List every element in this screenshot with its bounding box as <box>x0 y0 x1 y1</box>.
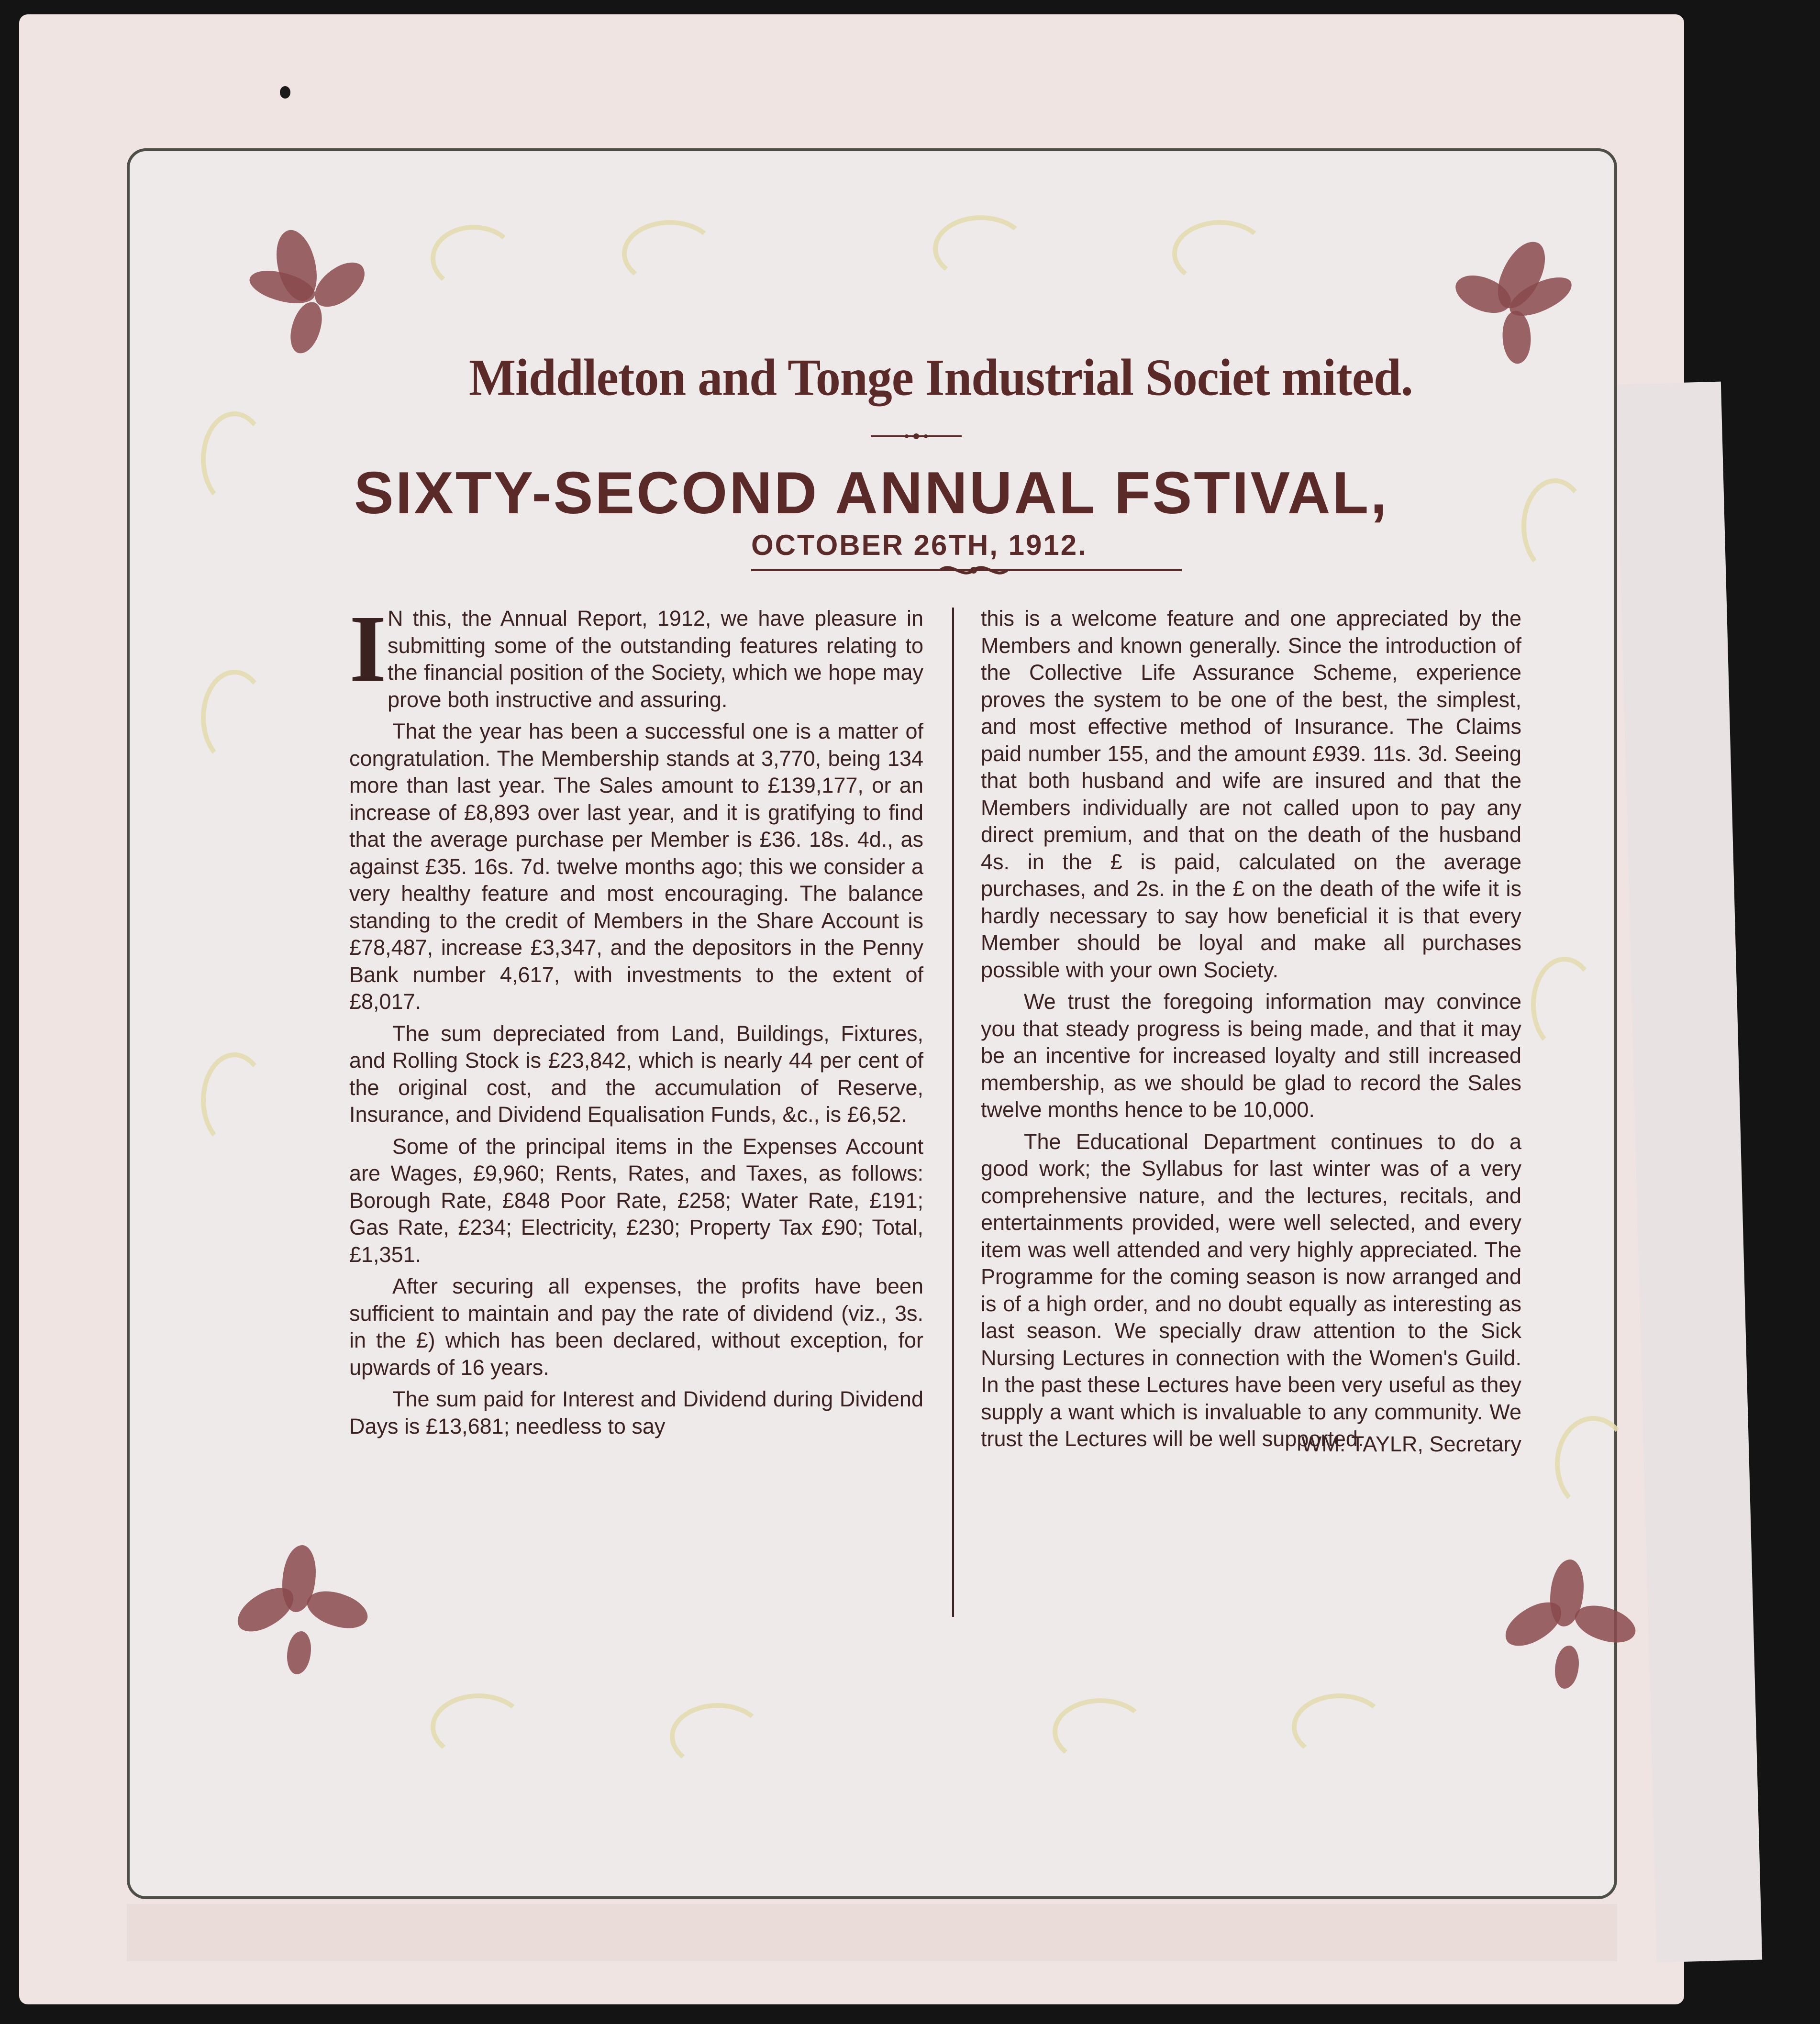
festival-title: SIXTY-SECOND ANNUAL FSTIVAL, <box>354 460 1389 526</box>
punch-hole-icon <box>280 86 290 99</box>
report-left-column <box>349 596 923 1445</box>
fleur-de-lis-ornament-icon <box>1445 230 1588 373</box>
report-paragraph: The sum depreciated from Land, Buildings, Fixtures, and Rolling Stock is £23,842, which is nearly 44 per cent of the original cost, and the accumulation of Reserve, Insurance, and Dividend Equalisation Funds, &c., is £6,52. <box>349 1021 923 1127</box>
scroll-ornament-icon <box>431 1693 526 1760</box>
society-name: Middleton and Tonge Industrial Societ mited. <box>469 349 1413 407</box>
column-divider <box>952 608 954 1617</box>
fleur-de-lis-ornament-icon <box>239 220 383 364</box>
scroll-ornament-icon <box>670 1703 766 1770</box>
scroll-ornament-icon <box>201 1052 268 1148</box>
scroll-ornament-icon <box>1555 1416 1631 1512</box>
report-paragraph: That the year has been a successful one is a matter of congratulation. The Membership stands at 3,770, being 134 more than last year. The Sales amount to £139,177, or an increase of £8,893 over last year, and it is gratifying to find that the average purchase per Member is £36. 18s. 4d., as against £35. 16s. 7d. twelve months ago; this we consider a very healthy feature and most encouraging. The balance standing to the credit of Members in the Share Account is £78,487, increase £3,347, and the depositors in the Penny Bank number 4,617, with investments to the extent of £8,017. <box>349 719 923 1014</box>
scroll-ornament-icon <box>1531 957 1598 1052</box>
scroll-ornament-icon <box>201 411 268 507</box>
report-paragraph: The Educational Department continues to do a good work; the Syllabus for last winter was of a very comprehensive nature, and the lectures, recitals, and entertainments provided, were well selected, and every item was well attended and very highly appreciated. The Programme for the coming season is now arranged and is of a high order, and no doubt equally as interesting as last season. We specially draw attention to the Sick Nursing Lectures in connection with the Women's Guild. In the past these Lectures have been very useful as they supply a want which is invaluable to any community. We trust the Lectures will be well supported. <box>981 1129 1521 1451</box>
report-right-column <box>981 605 1521 1458</box>
report-paragraph: After securing all expenses, the profits have been sufficient to maintain and pay the rate of dividend (viz., 3s. in the £) which has been declared, without exception, for upwards of 16 years. <box>349 1274 923 1380</box>
scroll-ornament-icon <box>201 670 268 765</box>
scroll-ornament-icon <box>1521 478 1588 574</box>
festival-date: OCTOBER 26TH, 1912. <box>751 529 1182 571</box>
report-paragraph: this is a welcome feature and one appreciated by the Members and known generally. Since the introduction of the Collective Life Assurance Scheme, experience proves the system to be one of the best, the simplest, and most effective method of Insurance. The Claims paid number 155, and the amount £939. 11s. 3d. Seeing that both husband and wife are insured and that the Members individually are not called upon to pay any direct premium, and that on the death of the husband 4s. in the £ is paid, calculated on the average purchases, and 2s. in the £ on the death of the wife it is hardly necessary to say how beneficial it is that every Member should be loyal and make all purchases possible with your own Society. <box>981 606 1521 982</box>
scroll-ornament-icon <box>1292 1693 1387 1760</box>
report-paragraph: Some of the principal items in the Expenses Account are Wages, £9,960; Rents, Rates, and Taxes, as follows: Borough Rate, £848 Poor Rate, £258; Water Rate, £191; Gas Rate, £234; Electricity, £230; Property Tax £90; Total, £1,351. <box>349 1134 923 1267</box>
scroll-ornament-icon <box>933 215 1029 282</box>
divider-ornament-icon <box>871 433 962 440</box>
report-paragraph: N this, the Annual Report, 1912, we have pleasure in submitting some of the outstanding features relating to the financial position of the Society, which we hope may prove both instructive and assuring. <box>388 606 923 712</box>
scroll-ornament-icon <box>1053 1698 1148 1765</box>
report-paragraph: The sum paid for Interest and Dividend during Dividend Days is £13,681; needless to say <box>349 1387 923 1438</box>
drop-cap: I <box>349 596 387 702</box>
secretary-signature: WM. TAYLR, Secretary <box>1301 1431 1521 1456</box>
bottom-tissue-strip <box>127 1904 1617 1961</box>
report-paragraph: We trust the foregoing information may convince you that steady progress is being made, and that it may be an incentive for increased loyalty and still increased membership, as we should be glad to record the Sales twelve months hence to be 10,000. <box>981 989 1521 1122</box>
scroll-ornament-icon <box>1172 220 1268 287</box>
scroll-ornament-icon <box>622 220 718 287</box>
fleur-de-lis-ornament-icon <box>1498 1555 1641 1698</box>
fleur-de-lis-ornament-icon <box>230 1540 373 1684</box>
flourish-icon <box>938 561 1010 580</box>
scroll-ornament-icon <box>431 225 517 292</box>
